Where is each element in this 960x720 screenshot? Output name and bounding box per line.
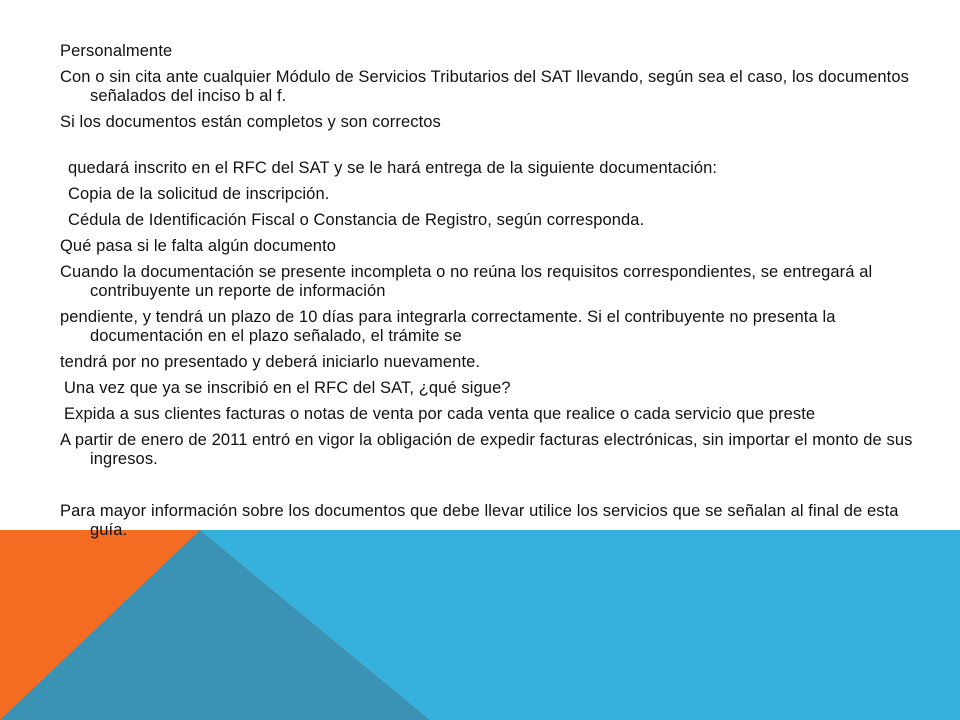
text-line-1: Personalmente [60, 42, 173, 60]
text-line-5: Copia de la solicitud de inscripción. [68, 185, 330, 203]
text-line-7: Qué pasa si le falta algún documento [60, 237, 337, 255]
text-line-6: Cédula de Identificación Fiscal o Constancia de Registro, según corresponda. [68, 211, 645, 229]
text-line-2: Con o sin cita ante cualquier Módulo de Servicios Tributarios del SAT llevando, según sea el caso, los documentos señalados del inciso b al f. [60, 68, 909, 105]
text-line-4: quedará inscrito en el RFC del SAT y se le hará entrega de la siguiente documentación: [68, 159, 718, 177]
spacer [60, 476, 920, 502]
text-line-10: tendrá por no presentado y deberá iniciarlo nuevamente. [60, 353, 481, 371]
slide-body-text [60, 42, 920, 547]
text-line-13: A partir de enero de 2011 entró en vigor la obligación de expedir facturas electrónicas, sin importar el monto de sus ingresos. [60, 431, 913, 468]
text-line-8: Cuando la documentación se presente incompleta o no reúna los requisitos correspondientes, se entregará al contribuyente un reporte de información [60, 263, 873, 300]
text-line-14: Para mayor información sobre los documentos que debe llevar utilice los servicios que se señalan al final de esta guía. [60, 502, 899, 539]
text-line-9: pendiente, y tendrá un plazo de 10 días para integrarla correctamente. Si el contribuyente no presenta la documentación en el plazo señalado, el trámite se [60, 308, 836, 345]
spacer [60, 139, 920, 159]
text-line-12: Expida a sus clientes facturas o notas de venta por cada venta que realice o cada servicio que preste [64, 405, 816, 423]
text-line-11: Una vez que ya se inscribió en el RFC del SAT, ¿qué sigue? [64, 379, 511, 397]
text-line-3: Si los documentos están completos y son correctos [60, 113, 441, 131]
